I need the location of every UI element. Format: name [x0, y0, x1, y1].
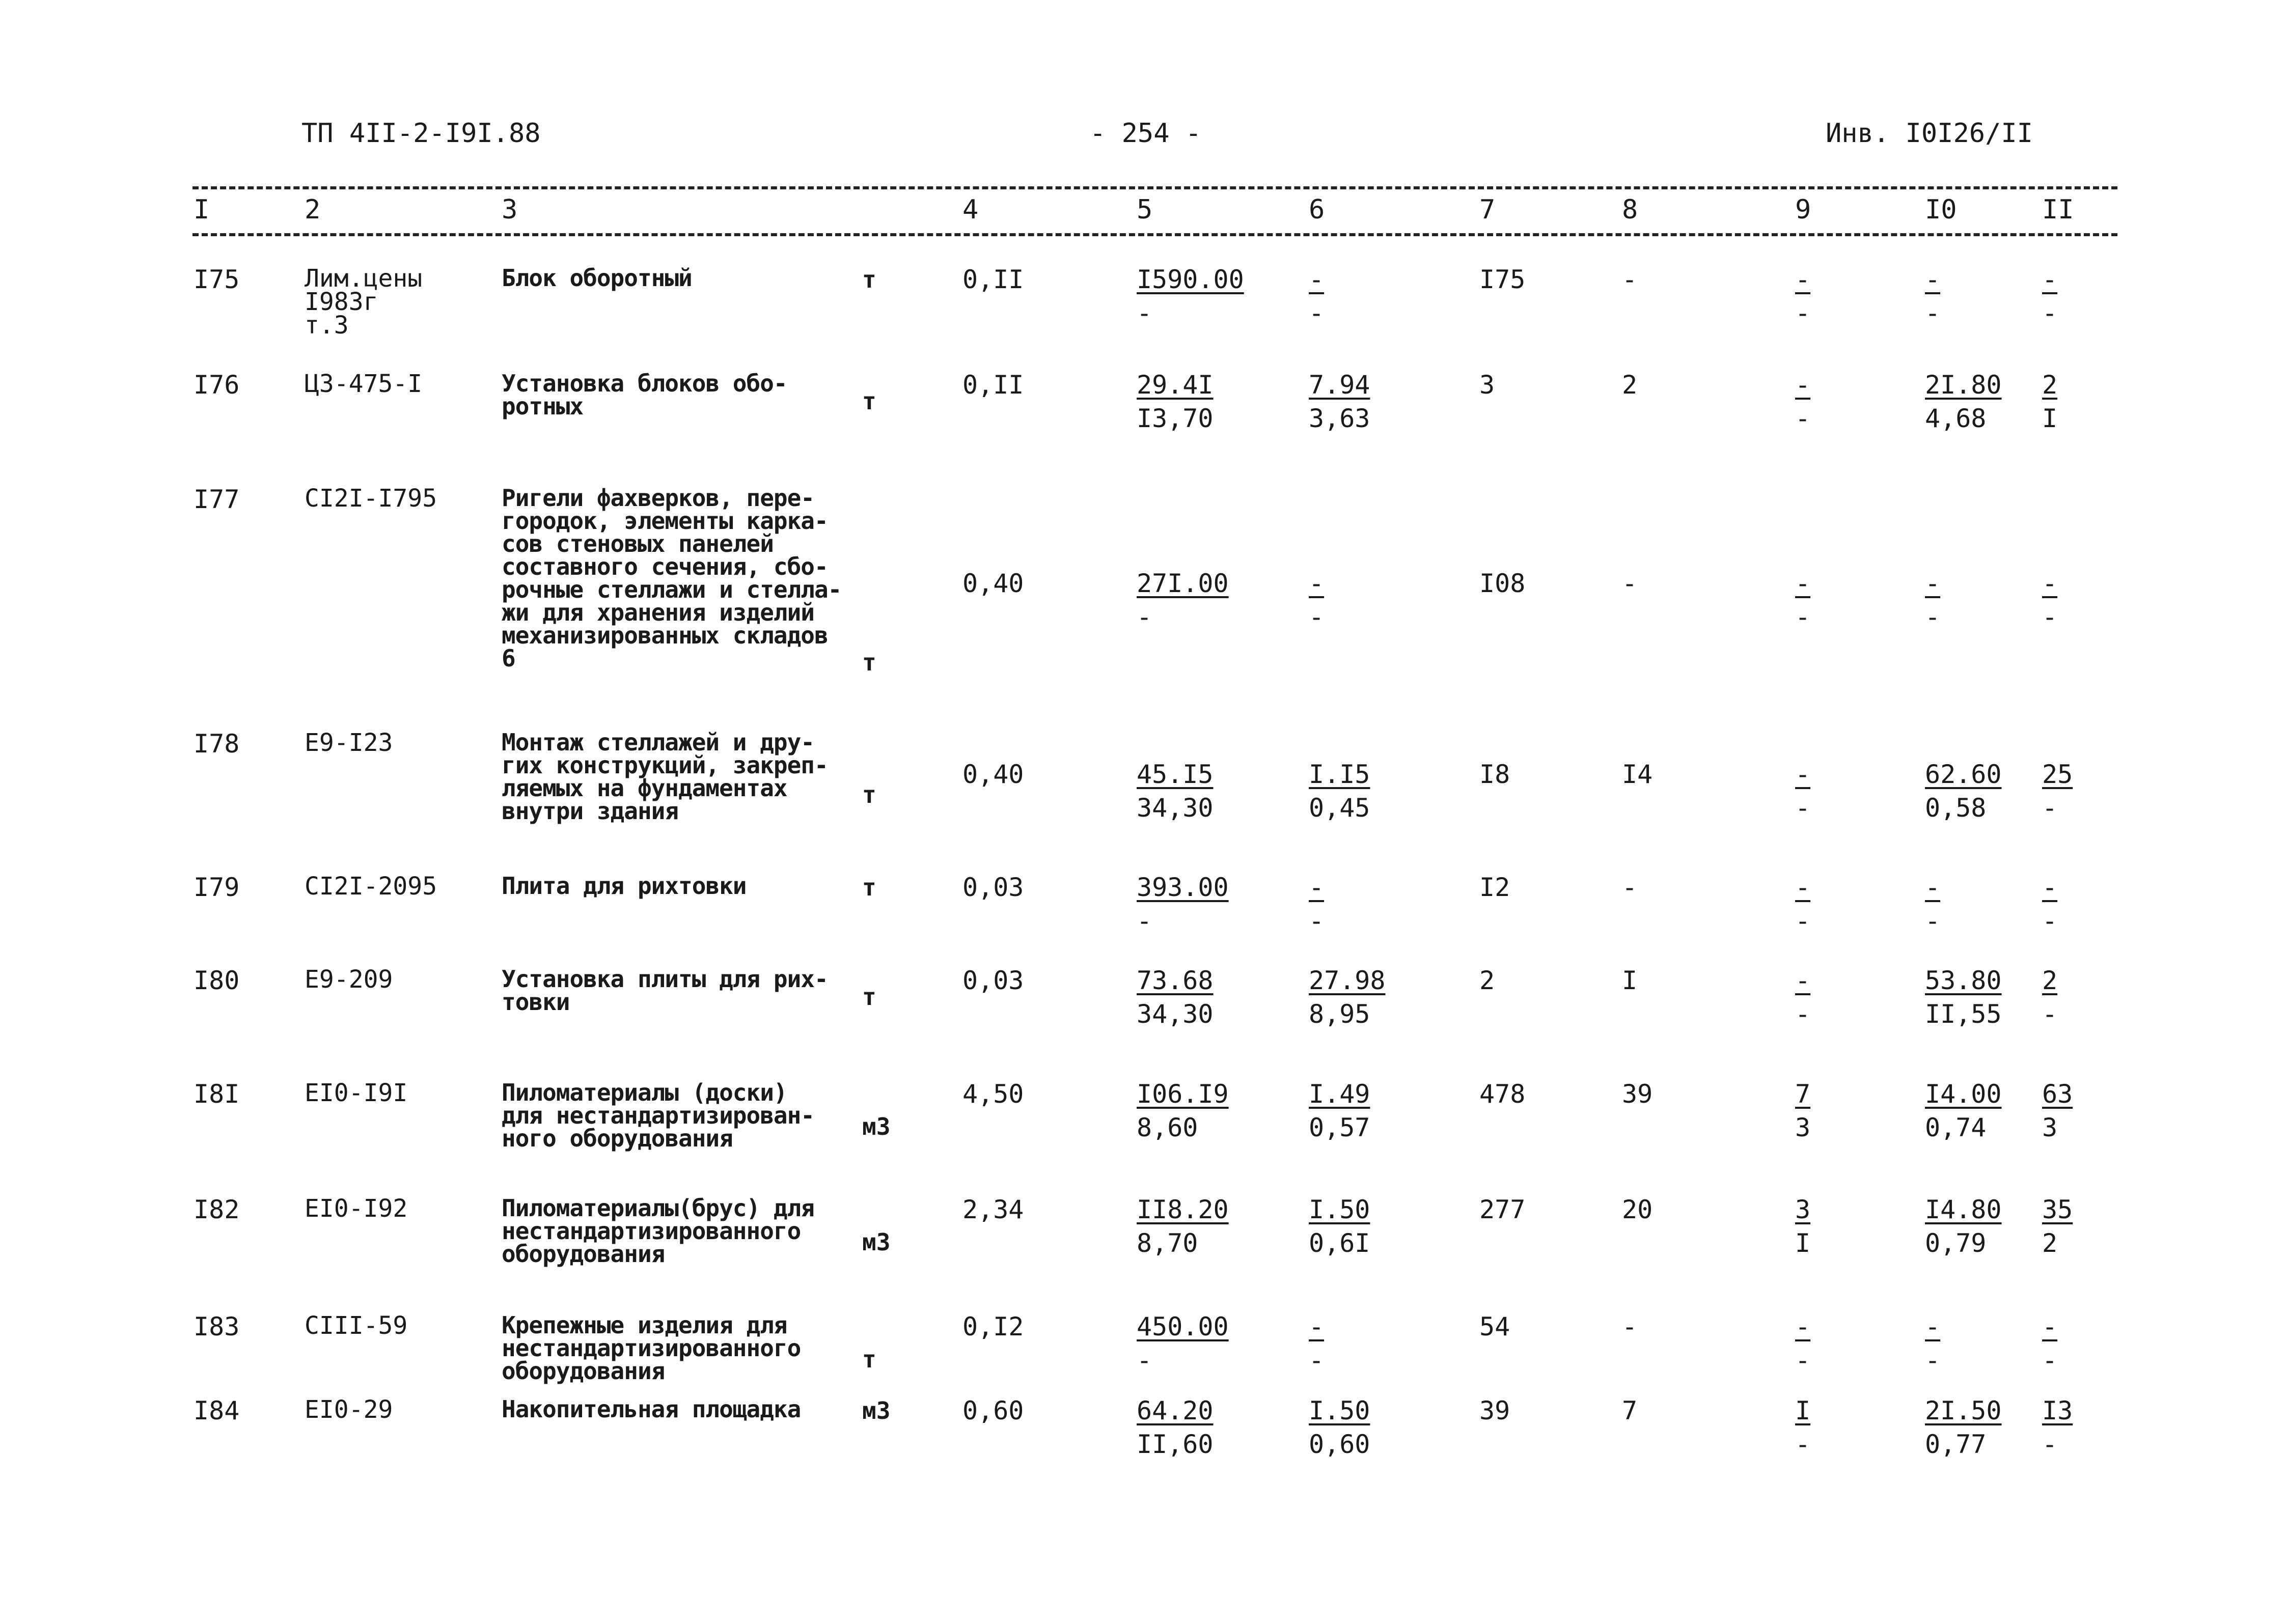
unit-of-measure: т — [862, 874, 876, 901]
column-number-1: I — [194, 194, 210, 225]
labor-total-bottom: - — [2042, 906, 2058, 936]
column-number-5: 5 — [1137, 194, 1153, 225]
labor-per-unit-top: - — [1925, 1312, 1941, 1341]
total-cost: 2 — [1479, 966, 1495, 995]
price-code: СIII-59 — [305, 1311, 408, 1340]
page-number: - 254 - — [1090, 118, 1202, 149]
labor-per-unit-bottom: - — [1925, 602, 1941, 632]
machine-cost — [1309, 369, 1370, 434]
labor-per-unit — [1925, 965, 2002, 1030]
labor-per-unit-top: 53.80 — [1925, 966, 2002, 995]
work-description: Блок оборотный — [502, 264, 692, 292]
machine-total — [1795, 1311, 1810, 1376]
unit-cost — [1137, 568, 1229, 633]
unit-of-measure: т — [862, 649, 876, 676]
column-number-3: 3 — [502, 194, 518, 225]
unit-cost-bottom: 8,70 — [1137, 1228, 1198, 1258]
quantity: 0,60 — [962, 1396, 1024, 1425]
machine-cost-bottom: 0,60 — [1309, 1430, 1370, 1459]
labor-total-top: 2 — [2042, 966, 2058, 995]
unit-cost-bottom: - — [1137, 298, 1152, 328]
machine-cost-top: I.I5 — [1309, 760, 1370, 789]
unit-cost — [1137, 1311, 1229, 1376]
row-number: I77 — [194, 485, 240, 514]
machine-cost-top: 27.98 — [1309, 966, 1386, 995]
column-number-10: I0 — [1925, 194, 1957, 225]
labor-per-unit — [1925, 568, 1940, 633]
machine-total — [1795, 872, 1810, 937]
unit-of-measure: т — [862, 1346, 876, 1373]
labor-total — [2042, 568, 2057, 633]
labor-per-unit-top: - — [1925, 873, 1941, 902]
machine-cost-top: 7.94 — [1309, 370, 1370, 400]
row-number: I83 — [194, 1312, 240, 1341]
work-description: Установка плиты для рих- товки — [502, 965, 828, 1016]
machine-total-top: - — [1795, 370, 1811, 400]
machine-total-bottom: - — [1795, 1346, 1811, 1375]
labor-per-unit — [1925, 759, 2002, 824]
machine-total — [1795, 759, 1810, 824]
machine-cost-top: - — [1309, 265, 1325, 294]
unit-of-measure: т — [862, 266, 876, 293]
total-cost: I8 — [1479, 760, 1510, 789]
labor-per-unit-bottom: 0,58 — [1925, 793, 1987, 823]
work-description: Ригели фахверков, пере- городок, элементы карка- сов стеновых панелей составного сечения, сбо- рочные стеллажи и стелла- жи для хранения изделий механизированных складов 6 — [502, 484, 842, 672]
price-code: Е9-209 — [305, 965, 393, 994]
unit-cost-top: I06.I9 — [1137, 1079, 1229, 1109]
machine-cost-bottom: 0,45 — [1309, 793, 1370, 823]
machine-total-top: 7 — [1795, 1079, 1811, 1109]
labor-per-unit-bottom: - — [1925, 1346, 1941, 1375]
labor-per-unit — [1925, 1395, 2002, 1460]
machine-total-bottom: - — [1795, 906, 1811, 936]
quantity: 4,50 — [962, 1079, 1024, 1109]
unit-cost-bottom: - — [1137, 906, 1152, 936]
unit-cost-top: I590.00 — [1137, 265, 1244, 294]
labor-total-top: 63 — [2042, 1079, 2073, 1109]
labor-total-bottom: - — [2042, 1430, 2058, 1459]
machine-cost — [1309, 872, 1324, 937]
price-code: СI2I-I795 — [305, 484, 437, 513]
machine-cost-top: - — [1309, 569, 1325, 598]
machine-total-bottom: 3 — [1795, 1113, 1811, 1142]
labor-total-top: 25 — [2042, 760, 2073, 789]
price-code: ЕI0-I92 — [305, 1194, 408, 1223]
machine-cost-bottom: 0,57 — [1309, 1113, 1370, 1142]
machine-total-top: I — [1795, 1396, 1811, 1425]
labor-per-unit-bottom: 0,77 — [1925, 1430, 1987, 1459]
unit-cost-bottom: II,60 — [1137, 1430, 1214, 1459]
unit-cost-top: 64.20 — [1137, 1396, 1214, 1425]
column-number-11: II — [2042, 194, 2074, 225]
machine-cost-top: - — [1309, 873, 1325, 902]
labor-total-bottom: - — [2042, 1346, 2058, 1375]
wages-total: - — [1622, 569, 1638, 598]
total-cost: 54 — [1479, 1312, 1510, 1341]
machine-cost — [1309, 264, 1324, 329]
machine-total-bottom: - — [1795, 793, 1811, 823]
machine-cost-bottom: - — [1309, 906, 1325, 936]
unit-of-measure: м3 — [862, 1228, 891, 1256]
quantity: 0,40 — [962, 760, 1024, 789]
labor-total — [2042, 1395, 2073, 1460]
machine-cost — [1309, 1395, 1370, 1460]
wages-total: - — [1622, 1312, 1638, 1341]
total-cost: 39 — [1479, 1396, 1510, 1425]
total-cost: 478 — [1479, 1079, 1526, 1109]
machine-cost-top: I.49 — [1309, 1079, 1370, 1109]
labor-total — [2042, 264, 2057, 329]
labor-per-unit — [1925, 872, 1940, 937]
row-number: I8I — [194, 1079, 240, 1109]
unit-cost-top: 45.I5 — [1137, 760, 1214, 789]
total-cost: I08 — [1479, 569, 1526, 598]
total-cost: I75 — [1479, 265, 1526, 294]
price-code: ЕI0-I9I — [305, 1079, 408, 1107]
labor-total — [2042, 369, 2057, 434]
row-number: I82 — [194, 1195, 240, 1224]
column-number-6: 6 — [1309, 194, 1325, 225]
machine-cost-bottom: 8,95 — [1309, 999, 1370, 1029]
wages-total: I — [1622, 966, 1638, 995]
row-number: I76 — [194, 370, 240, 400]
machine-cost-top: I.50 — [1309, 1195, 1370, 1224]
unit-cost — [1137, 1078, 1229, 1143]
machine-total-top: - — [1795, 760, 1811, 789]
labor-per-unit — [1925, 1078, 2002, 1143]
unit-cost — [1137, 965, 1214, 1030]
machine-total-top: - — [1795, 569, 1811, 598]
machine-cost-bottom: 0,6I — [1309, 1228, 1370, 1258]
labor-per-unit-bottom: - — [1925, 906, 1941, 936]
row-number: I78 — [194, 729, 240, 759]
row-number: I79 — [194, 873, 240, 902]
quantity: 0,II — [962, 370, 1024, 400]
work-description: Пиломатериалы(брус) для нестандартизированного оборудования — [502, 1194, 814, 1268]
labor-total — [2042, 1078, 2073, 1143]
machine-total-bottom: I — [1795, 1228, 1811, 1258]
labor-total — [2042, 872, 2057, 937]
machine-total — [1795, 1194, 1810, 1259]
total-cost: 277 — [1479, 1195, 1526, 1224]
wages-total: 39 — [1622, 1079, 1653, 1109]
quantity: 2,34 — [962, 1195, 1024, 1224]
unit-cost-bottom: 34,30 — [1137, 793, 1214, 823]
unit-cost — [1137, 264, 1244, 329]
column-number-8: 8 — [1622, 194, 1638, 225]
unit-cost-top: 393.00 — [1137, 873, 1229, 902]
row-number: I84 — [194, 1396, 240, 1425]
wages-total: 20 — [1622, 1195, 1653, 1224]
quantity: 0,40 — [962, 569, 1024, 598]
machine-cost — [1309, 1194, 1370, 1259]
unit-cost-top: 73.68 — [1137, 966, 1214, 995]
total-cost: I2 — [1479, 873, 1510, 902]
labor-total-top: - — [2042, 265, 2058, 294]
labor-per-unit — [1925, 1311, 1940, 1376]
labor-total — [2042, 1194, 2073, 1259]
unit-cost-bottom: 34,30 — [1137, 999, 1214, 1029]
unit-of-measure: м3 — [862, 1397, 891, 1424]
quantity: 0,II — [962, 265, 1024, 294]
unit-cost-bottom: I3,70 — [1137, 404, 1214, 433]
unit-of-measure: т — [862, 983, 876, 1011]
quantity: 0,03 — [962, 873, 1024, 902]
labor-per-unit-bottom: 0,74 — [1925, 1113, 1987, 1142]
work-description: Пиломатериалы (доски) для нестандартизирован- ного оборудования — [502, 1079, 814, 1152]
machine-total — [1795, 965, 1810, 1030]
unit-of-measure: м3 — [862, 1113, 891, 1140]
unit-cost — [1137, 759, 1214, 824]
row-number: I75 — [194, 265, 240, 294]
machine-total-bottom: - — [1795, 1430, 1811, 1459]
machine-cost-bottom: 3,63 — [1309, 404, 1370, 433]
labor-total-bottom: - — [2042, 602, 2058, 632]
labor-total — [2042, 1311, 2057, 1376]
column-number-4: 4 — [962, 194, 979, 225]
unit-cost — [1137, 369, 1214, 434]
wages-total: 7 — [1622, 1396, 1638, 1425]
quantity: 0,I2 — [962, 1312, 1024, 1341]
column-number-2: 2 — [305, 194, 321, 225]
machine-cost-top: - — [1309, 1312, 1325, 1341]
header-rule-top — [192, 186, 2117, 189]
wages-total: I4 — [1622, 760, 1653, 789]
machine-cost — [1309, 759, 1370, 824]
machine-total — [1795, 1395, 1810, 1460]
machine-total-bottom: - — [1795, 298, 1811, 328]
machine-total — [1795, 568, 1810, 633]
labor-per-unit-top: - — [1925, 265, 1941, 294]
unit-cost — [1137, 872, 1229, 937]
unit-of-measure: т — [862, 387, 876, 415]
labor-total-top: - — [2042, 569, 2058, 598]
price-code: Е9-I23 — [305, 729, 393, 757]
work-description: Крепежные изделия для нестандартизированного оборудования — [502, 1311, 801, 1385]
labor-total-top: - — [2042, 873, 2058, 902]
labor-total-top: 2 — [2042, 370, 2058, 400]
labor-per-unit-top: I4.00 — [1925, 1079, 2002, 1109]
column-number-7: 7 — [1479, 194, 1496, 225]
work-description: Монтаж стеллажей и дру- гих конструкций, закреп- ляемых на фундаментах внутри здания — [502, 729, 828, 825]
labor-per-unit-top: - — [1925, 569, 1941, 598]
labor-total — [2042, 759, 2073, 824]
labor-per-unit-top: 2I.50 — [1925, 1396, 2002, 1425]
machine-cost — [1309, 1311, 1324, 1376]
machine-total — [1795, 264, 1810, 329]
header-rule-bottom — [192, 233, 2117, 236]
machine-cost-bottom: - — [1309, 602, 1325, 632]
labor-per-unit — [1925, 1194, 2002, 1259]
unit-cost-bottom: - — [1137, 602, 1152, 632]
labor-total — [2042, 965, 2057, 1030]
labor-total-bottom: - — [2042, 999, 2058, 1029]
unit-cost-top: 29.4I — [1137, 370, 1214, 400]
inventory-number: Инв. I0I26/II — [1826, 118, 2033, 149]
machine-cost — [1309, 965, 1386, 1030]
labor-total-top: I3 — [2042, 1396, 2073, 1425]
unit-cost-top: 27I.00 — [1137, 569, 1229, 598]
total-cost: 3 — [1479, 370, 1495, 400]
price-code: Лим.цены I983г т.3 — [305, 264, 423, 340]
wages-total: - — [1622, 265, 1638, 294]
row-number: I80 — [194, 966, 240, 995]
quantity: 0,03 — [962, 966, 1024, 995]
labor-total-top: - — [2042, 1312, 2058, 1341]
labor-total-bottom: - — [2042, 298, 2058, 328]
doc-code: ТП 4II-2-I9I.88 — [301, 118, 541, 149]
machine-cost-top: I.50 — [1309, 1396, 1370, 1425]
machine-total-top: - — [1795, 966, 1811, 995]
work-description: Установка блоков обо- ротных — [502, 370, 787, 420]
unit-cost-bottom: 8,60 — [1137, 1113, 1198, 1142]
machine-total — [1795, 369, 1810, 434]
labor-total-bottom: - — [2042, 793, 2058, 823]
price-code: СI2I-2095 — [305, 872, 437, 901]
machine-total-top: - — [1795, 1312, 1811, 1341]
work-description: Накопительная площадка — [502, 1395, 801, 1423]
labor-total-bottom: 3 — [2042, 1113, 2058, 1142]
machine-cost-bottom: - — [1309, 1346, 1325, 1375]
labor-per-unit — [1925, 264, 1940, 329]
column-number-9: 9 — [1795, 194, 1811, 225]
machine-total-bottom: - — [1795, 999, 1811, 1029]
machine-total-top: 3 — [1795, 1195, 1811, 1224]
machine-cost — [1309, 568, 1324, 633]
machine-total — [1795, 1078, 1810, 1143]
work-description: Плита для рихтовки — [502, 872, 747, 900]
machine-total-bottom: - — [1795, 602, 1811, 632]
labor-per-unit — [1925, 369, 2002, 434]
unit-cost-bottom: - — [1137, 1346, 1152, 1375]
price-code: ЦЗ-475-I — [305, 370, 423, 398]
unit-of-measure: т — [862, 781, 876, 808]
labor-total-bottom: I — [2042, 404, 2058, 433]
machine-total-bottom: - — [1795, 404, 1811, 433]
labor-per-unit-bottom: 0,79 — [1925, 1228, 1987, 1258]
machine-total-top: - — [1795, 265, 1811, 294]
machine-cost-bottom: - — [1309, 298, 1325, 328]
wages-total: - — [1622, 873, 1638, 902]
unit-cost-top: II8.20 — [1137, 1195, 1229, 1224]
labor-per-unit-top: 2I.80 — [1925, 370, 2002, 400]
unit-cost — [1137, 1194, 1229, 1259]
price-code: ЕI0-29 — [305, 1395, 393, 1424]
machine-cost — [1309, 1078, 1370, 1143]
machine-total-top: - — [1795, 873, 1811, 902]
labor-per-unit-bottom: II,55 — [1925, 999, 2002, 1029]
unit-cost-top: 450.00 — [1137, 1312, 1229, 1341]
labor-per-unit-bottom: 4,68 — [1925, 404, 1987, 433]
labor-per-unit-top: 62.60 — [1925, 760, 2002, 789]
wages-total: 2 — [1622, 370, 1638, 400]
labor-per-unit-bottom: - — [1925, 298, 1941, 328]
labor-per-unit-top: I4.80 — [1925, 1195, 2002, 1224]
unit-cost — [1137, 1395, 1214, 1460]
labor-total-bottom: 2 — [2042, 1228, 2058, 1258]
labor-total-top: 35 — [2042, 1195, 2073, 1224]
